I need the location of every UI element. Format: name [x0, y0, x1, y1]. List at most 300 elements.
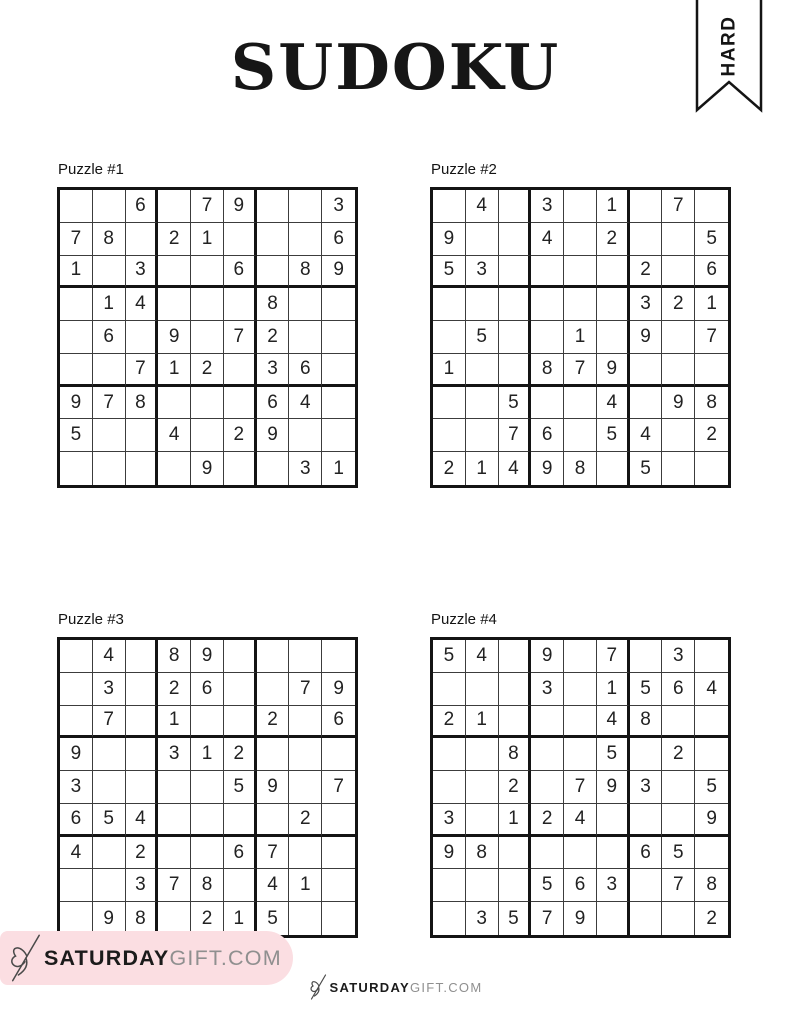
sudoku-cell: 9 [531, 452, 564, 485]
sudoku-cell: 5 [93, 804, 126, 837]
sudoku-cell [60, 706, 93, 739]
sudoku-cell [224, 288, 257, 321]
sudoku-cell [257, 673, 290, 706]
sudoku-cell [224, 223, 257, 256]
sudoku-cell [433, 673, 466, 706]
sudoku-cell: 8 [499, 738, 532, 771]
sudoku-cell: 6 [662, 673, 695, 706]
sudoku-cell: 7 [322, 771, 355, 804]
sudoku-cell [126, 321, 159, 354]
sudoku-cell [158, 837, 191, 870]
sudoku-cell: 4 [158, 419, 191, 452]
sudoku-cell [126, 706, 159, 739]
sudoku-cell [126, 452, 159, 485]
sudoku-cell: 9 [257, 419, 290, 452]
sudoku-cell [564, 706, 597, 739]
sudoku-cell [289, 640, 322, 673]
sudoku-cell [158, 452, 191, 485]
sudoku-cell [257, 223, 290, 256]
sudoku-cell [322, 869, 355, 902]
sudoku-cell: 7 [158, 869, 191, 902]
sudoku-cell: 8 [695, 387, 728, 420]
sudoku-cell: 8 [630, 706, 663, 739]
sudoku-cell [662, 452, 695, 485]
sudoku-cell [466, 354, 499, 387]
sudoku-cell [433, 771, 466, 804]
sudoku-cell [289, 738, 322, 771]
sudoku-cell [289, 288, 322, 321]
sudoku-cell: 9 [93, 902, 126, 935]
sudoku-cell: 8 [126, 387, 159, 420]
sudoku-cell [466, 387, 499, 420]
sudoku-cell [662, 902, 695, 935]
sudoku-cell: 1 [466, 706, 499, 739]
sudoku-cell: 4 [695, 673, 728, 706]
sudoku-cell: 3 [466, 902, 499, 935]
sudoku-cell: 5 [597, 738, 630, 771]
sudoku-cell [257, 640, 290, 673]
sudoku-cell: 7 [531, 902, 564, 935]
sudoku-cell: 6 [695, 256, 728, 289]
footer-logo [0, 974, 791, 1000]
sudoku-cell: 4 [126, 804, 159, 837]
sudoku-cell: 4 [126, 288, 159, 321]
sudoku-cell: 5 [224, 771, 257, 804]
sudoku-cell [60, 673, 93, 706]
sudoku-cell: 1 [191, 223, 224, 256]
sudoku-cell: 3 [126, 869, 159, 902]
sudoku-cell [597, 902, 630, 935]
sudoku-cell: 8 [564, 452, 597, 485]
sudoku-cell [433, 738, 466, 771]
sudoku-cell [499, 837, 532, 870]
sudoku-cell [466, 869, 499, 902]
sudoku-cell [322, 288, 355, 321]
sudoku-cell: 2 [531, 804, 564, 837]
sudoku-cell: 4 [630, 419, 663, 452]
sudoku-cell [433, 288, 466, 321]
sudoku-cell: 2 [433, 706, 466, 739]
puzzle-2-grid [430, 187, 731, 488]
sudoku-cell: 6 [93, 321, 126, 354]
sudoku-cell [499, 321, 532, 354]
sudoku-cell [662, 804, 695, 837]
sudoku-cell [499, 640, 532, 673]
sudoku-cell: 6 [630, 837, 663, 870]
sudoku-cell: 7 [564, 354, 597, 387]
sudoku-cell: 5 [662, 837, 695, 870]
puzzle-1 [57, 161, 358, 488]
sudoku-cell [60, 190, 93, 223]
sudoku-cell [126, 771, 159, 804]
sudoku-cell [466, 738, 499, 771]
sudoku-cell [695, 706, 728, 739]
sudoku-cell [597, 837, 630, 870]
sudoku-cell [158, 190, 191, 223]
sudoku-cell: 3 [630, 771, 663, 804]
sudoku-cell: 3 [597, 869, 630, 902]
sudoku-cell: 1 [191, 738, 224, 771]
sudoku-cell [662, 223, 695, 256]
sudoku-cell: 1 [93, 288, 126, 321]
sudoku-cell: 9 [60, 738, 93, 771]
sudoku-cell: 9 [191, 452, 224, 485]
sudoku-cell [93, 354, 126, 387]
sudoku-cell [257, 256, 290, 289]
sudoku-cell: 1 [158, 354, 191, 387]
sudoku-cell [695, 190, 728, 223]
sudoku-cell: 3 [466, 256, 499, 289]
sudoku-cell: 8 [257, 288, 290, 321]
sudoku-cell [322, 640, 355, 673]
sudoku-cell: 4 [466, 190, 499, 223]
sudoku-cell: 2 [597, 223, 630, 256]
sudoku-cell [630, 387, 663, 420]
sudoku-cell [289, 902, 322, 935]
sudoku-cell: 2 [695, 419, 728, 452]
sudoku-cell: 4 [564, 804, 597, 837]
sudoku-cell: 9 [695, 804, 728, 837]
sudoku-cell: 9 [630, 321, 663, 354]
sudoku-cell [695, 452, 728, 485]
sudoku-cell [289, 223, 322, 256]
sudoku-cell [224, 640, 257, 673]
sudoku-cell [60, 288, 93, 321]
sudoku-cell [322, 354, 355, 387]
sudoku-cell: 2 [706, 907, 717, 929]
sudoku-cell: 8 [531, 354, 564, 387]
sudoku-cell [531, 256, 564, 289]
sudoku-cell [564, 837, 597, 870]
sudoku-cell: 6 [322, 706, 355, 739]
sudoku-cell: 1 [289, 869, 322, 902]
sudoku-cell: 6 [224, 837, 257, 870]
sudoku-cell: 4 [60, 837, 93, 870]
sudoku-cell [433, 321, 466, 354]
sudoku-cell: 1 [564, 321, 597, 354]
sudoku-cell [597, 804, 630, 837]
sudoku-cell [662, 706, 695, 739]
sudoku-cell: 1 [597, 190, 630, 223]
sudoku-cell: 1 [224, 902, 257, 935]
sudoku-cell: 1 [499, 804, 532, 837]
sudoku-cell [564, 419, 597, 452]
puzzle-4 [430, 611, 731, 938]
sudoku-cell [158, 288, 191, 321]
sudoku-cell: 6 [126, 190, 159, 223]
puzzle-1-label: Puzzle #1 [58, 161, 124, 178]
difficulty-label: HARD [717, 15, 739, 77]
sudoku-cell: 2 [662, 738, 695, 771]
sudoku-cell: 8 [695, 869, 728, 902]
sudoku-cell [289, 771, 322, 804]
sudoku-cell [499, 256, 532, 289]
sudoku-cell [93, 419, 126, 452]
sudoku-cell [499, 190, 532, 223]
sudoku-cell: 9 [158, 321, 191, 354]
sudoku-cell [662, 321, 695, 354]
sudoku-cell: 2 [191, 902, 224, 935]
sudoku-cell: 7 [126, 354, 159, 387]
sudoku-cell: 2 [158, 223, 191, 256]
puzzle-3-grid [57, 637, 358, 938]
sudoku-cell [499, 706, 532, 739]
sudoku-cell [60, 640, 93, 673]
sudoku-cell [224, 673, 257, 706]
sudoku-cell: 3 [433, 804, 466, 837]
banner-brand-text [44, 946, 282, 971]
sudoku-cell [662, 419, 695, 452]
sudoku-cell [257, 804, 290, 837]
sudoku-cell: 1 [695, 288, 728, 321]
sudoku-cell [322, 738, 355, 771]
sudoku-cell [191, 706, 224, 739]
sudoku-cell: 4 [93, 640, 126, 673]
sudoku-cell [433, 190, 466, 223]
sudoku-cell: 5 [499, 387, 532, 420]
sudoku-cell: 7 [224, 321, 257, 354]
sudoku-cell [60, 869, 93, 902]
sudoku-cell [662, 256, 695, 289]
sudoku-cell: 2 [499, 771, 532, 804]
sudoku-cell: 5 [630, 673, 663, 706]
sudoku-cell: 9 [433, 223, 466, 256]
sudoku-cell [191, 837, 224, 870]
sudoku-cell: 7 [93, 387, 126, 420]
sudoku-cell: 1 [597, 673, 630, 706]
sudoku-cell: 4 [257, 869, 290, 902]
sudoku-cell: 5 [499, 902, 532, 935]
sudoku-cell [93, 190, 126, 223]
sudoku-cell [564, 190, 597, 223]
sudoku-cell [289, 837, 322, 870]
puzzle-1-grid [57, 187, 358, 488]
sudoku-cell [224, 869, 257, 902]
difficulty-ribbon [694, 0, 764, 120]
sudoku-cell: 7 [695, 321, 728, 354]
sudoku-cell [630, 190, 663, 223]
sudoku-cell [499, 288, 532, 321]
sudoku-cell [93, 452, 126, 485]
sudoku-cell [597, 256, 630, 289]
sudoku-cell [158, 804, 191, 837]
sudoku-cell [158, 771, 191, 804]
sudoku-cell: 7 [662, 869, 695, 902]
sudoku-cell [564, 640, 597, 673]
sudoku-cell [93, 256, 126, 289]
sudoku-cell [564, 673, 597, 706]
sudoku-cell: 9 [322, 256, 355, 289]
sudoku-cell: 5 [597, 419, 630, 452]
sudoku-cell: 1 [466, 452, 499, 485]
sudoku-cell [224, 706, 257, 739]
sudoku-cell: 2 [126, 837, 159, 870]
sudoku-cell [289, 706, 322, 739]
sudoku-cell [499, 869, 532, 902]
sudoku-cell [695, 640, 728, 673]
sudoku-cell: 5 [466, 321, 499, 354]
sudoku-cell: 7 [564, 771, 597, 804]
sudoku-cell: 3 [158, 738, 191, 771]
sudoku-cell [564, 256, 597, 289]
sudoku-cell: 7 [257, 837, 290, 870]
sudoku-cell: 9 [257, 771, 290, 804]
sudoku-cell: 5 [695, 771, 728, 804]
sudoku-cell: 7 [662, 190, 695, 223]
sudoku-cell: 6 [289, 354, 322, 387]
sudoku-cell: 2 [224, 419, 257, 452]
sudoku-cell: 2 [257, 321, 290, 354]
sudoku-cell [322, 321, 355, 354]
sudoku-cell [191, 321, 224, 354]
sudoku-cell: 3 [630, 288, 663, 321]
sudoku-cell [158, 256, 191, 289]
sudoku-cell: 2 [433, 452, 466, 485]
sudoku-cell [630, 640, 663, 673]
banner-brand-bold: SATURDAY [44, 945, 170, 970]
sudoku-cell: 9 [322, 673, 355, 706]
sudoku-cell: 9 [531, 640, 564, 673]
sudoku-cell [257, 738, 290, 771]
sudoku-cell: 3 [662, 640, 695, 673]
sudoku-cell [466, 804, 499, 837]
sudoku-cell: 7 [499, 419, 532, 452]
sudoku-cell [695, 738, 728, 771]
sudoku-cell: 3 [289, 452, 322, 485]
sudoku-cell [126, 419, 159, 452]
sudoku-cell [499, 673, 532, 706]
sudoku-cell: 5 [531, 869, 564, 902]
sudoku-cell [630, 354, 663, 387]
sudoku-cell [224, 452, 257, 485]
sudoku-cell [224, 804, 257, 837]
puzzle-2-label: Puzzle #2 [431, 161, 497, 178]
sudoku-cell [630, 902, 663, 935]
sudoku-cell [191, 256, 224, 289]
sudoku-cell [597, 288, 630, 321]
sudoku-cell [257, 190, 290, 223]
sudoku-cell [60, 354, 93, 387]
sudoku-cell [630, 869, 663, 902]
sudoku-cell [191, 771, 224, 804]
sudoku-cell [126, 223, 159, 256]
sudoku-cell: 5 [257, 902, 290, 935]
sudoku-cell: 6 [531, 419, 564, 452]
sudoku-cell [662, 354, 695, 387]
sudoku-cell: 7 [289, 673, 322, 706]
sudoku-cell: 9 [662, 387, 695, 420]
sudoku-cell: 3 [93, 673, 126, 706]
sudoku-cell [322, 837, 355, 870]
sudoku-cell: 9 [60, 387, 93, 420]
sudoku-cell [60, 321, 93, 354]
footer-logo-light: GIFT.COM [409, 979, 483, 995]
sudoku-cell: 6 [322, 223, 355, 256]
sudoku-cell [93, 869, 126, 902]
sudoku-cell: 9 [224, 190, 257, 223]
sudoku-cell [499, 354, 532, 387]
sudoku-cell [564, 223, 597, 256]
sudoku-cell: 2 [224, 738, 257, 771]
sudoku-cell: 2 [630, 256, 663, 289]
sudoku-cell: 5 [60, 419, 93, 452]
sudoku-cell: 8 [93, 223, 126, 256]
sudoku-cell [191, 288, 224, 321]
sudoku-cell: 2 [662, 288, 695, 321]
sudoku-cell: 1 [333, 457, 344, 479]
sudoku-cell [531, 706, 564, 739]
sudoku-cell: 3 [60, 771, 93, 804]
sudoku-cell: 7 [597, 640, 630, 673]
sudoku-cell [191, 387, 224, 420]
sudoku-cell [289, 190, 322, 223]
sudoku-cell [564, 738, 597, 771]
sudoku-cell [630, 804, 663, 837]
sudoku-cell: 4 [499, 452, 532, 485]
sudoku-cell: 3 [322, 190, 355, 223]
sudoku-cell: 9 [597, 354, 630, 387]
sudoku-cell: 2 [257, 706, 290, 739]
sudoku-cell [289, 419, 322, 452]
sudoku-cell [531, 387, 564, 420]
sudoku-cell: 2 [191, 354, 224, 387]
footer-logo-bold: SATURDAY [329, 979, 410, 995]
sudoku-cell [564, 288, 597, 321]
sudoku-cell [322, 387, 355, 420]
sudoku-cell [499, 223, 532, 256]
sudoku-cell: 5 [433, 256, 466, 289]
sudoku-cell: 4 [289, 387, 322, 420]
sudoku-cell [191, 804, 224, 837]
gift-bow-icon-small [309, 974, 327, 1000]
sudoku-cell: 4 [597, 706, 630, 739]
banner-brand-light: GIFT.COM [169, 945, 282, 970]
sudoku-cell: 6 [191, 673, 224, 706]
sudoku-cell: 6 [564, 869, 597, 902]
sudoku-cell [191, 419, 224, 452]
sudoku-cell: 3 [531, 673, 564, 706]
page-title: SUDOKU [230, 30, 561, 104]
sudoku-cell: 8 [191, 869, 224, 902]
sudoku-cell: 7 [191, 190, 224, 223]
sudoku-cell: 4 [597, 387, 630, 420]
sudoku-cell [466, 771, 499, 804]
sudoku-cell [531, 837, 564, 870]
sudoku-cell: 3 [257, 354, 290, 387]
puzzle-4-grid [430, 637, 731, 938]
sudoku-cell [466, 673, 499, 706]
sudoku-cell [630, 223, 663, 256]
sudoku-cell: 2 [289, 804, 322, 837]
sudoku-cell: 5 [695, 223, 728, 256]
sudoku-cell: 9 [564, 902, 597, 935]
sudoku-cell: 8 [126, 902, 159, 935]
sudoku-cell: 9 [597, 771, 630, 804]
sudoku-cell: 9 [191, 640, 224, 673]
sudoku-cell [322, 804, 355, 837]
sudoku-cell: 6 [60, 804, 93, 837]
sudoku-cell [531, 771, 564, 804]
sudoku-cell: 1 [158, 706, 191, 739]
sudoku-cell [322, 902, 355, 935]
sudoku-cell [531, 738, 564, 771]
sudoku-cell [433, 869, 466, 902]
puzzle-2 [430, 161, 731, 488]
sudoku-cell [630, 738, 663, 771]
sudoku-cell [93, 738, 126, 771]
puzzle-4-label: Puzzle #4 [431, 611, 497, 628]
sudoku-cell: 8 [466, 837, 499, 870]
